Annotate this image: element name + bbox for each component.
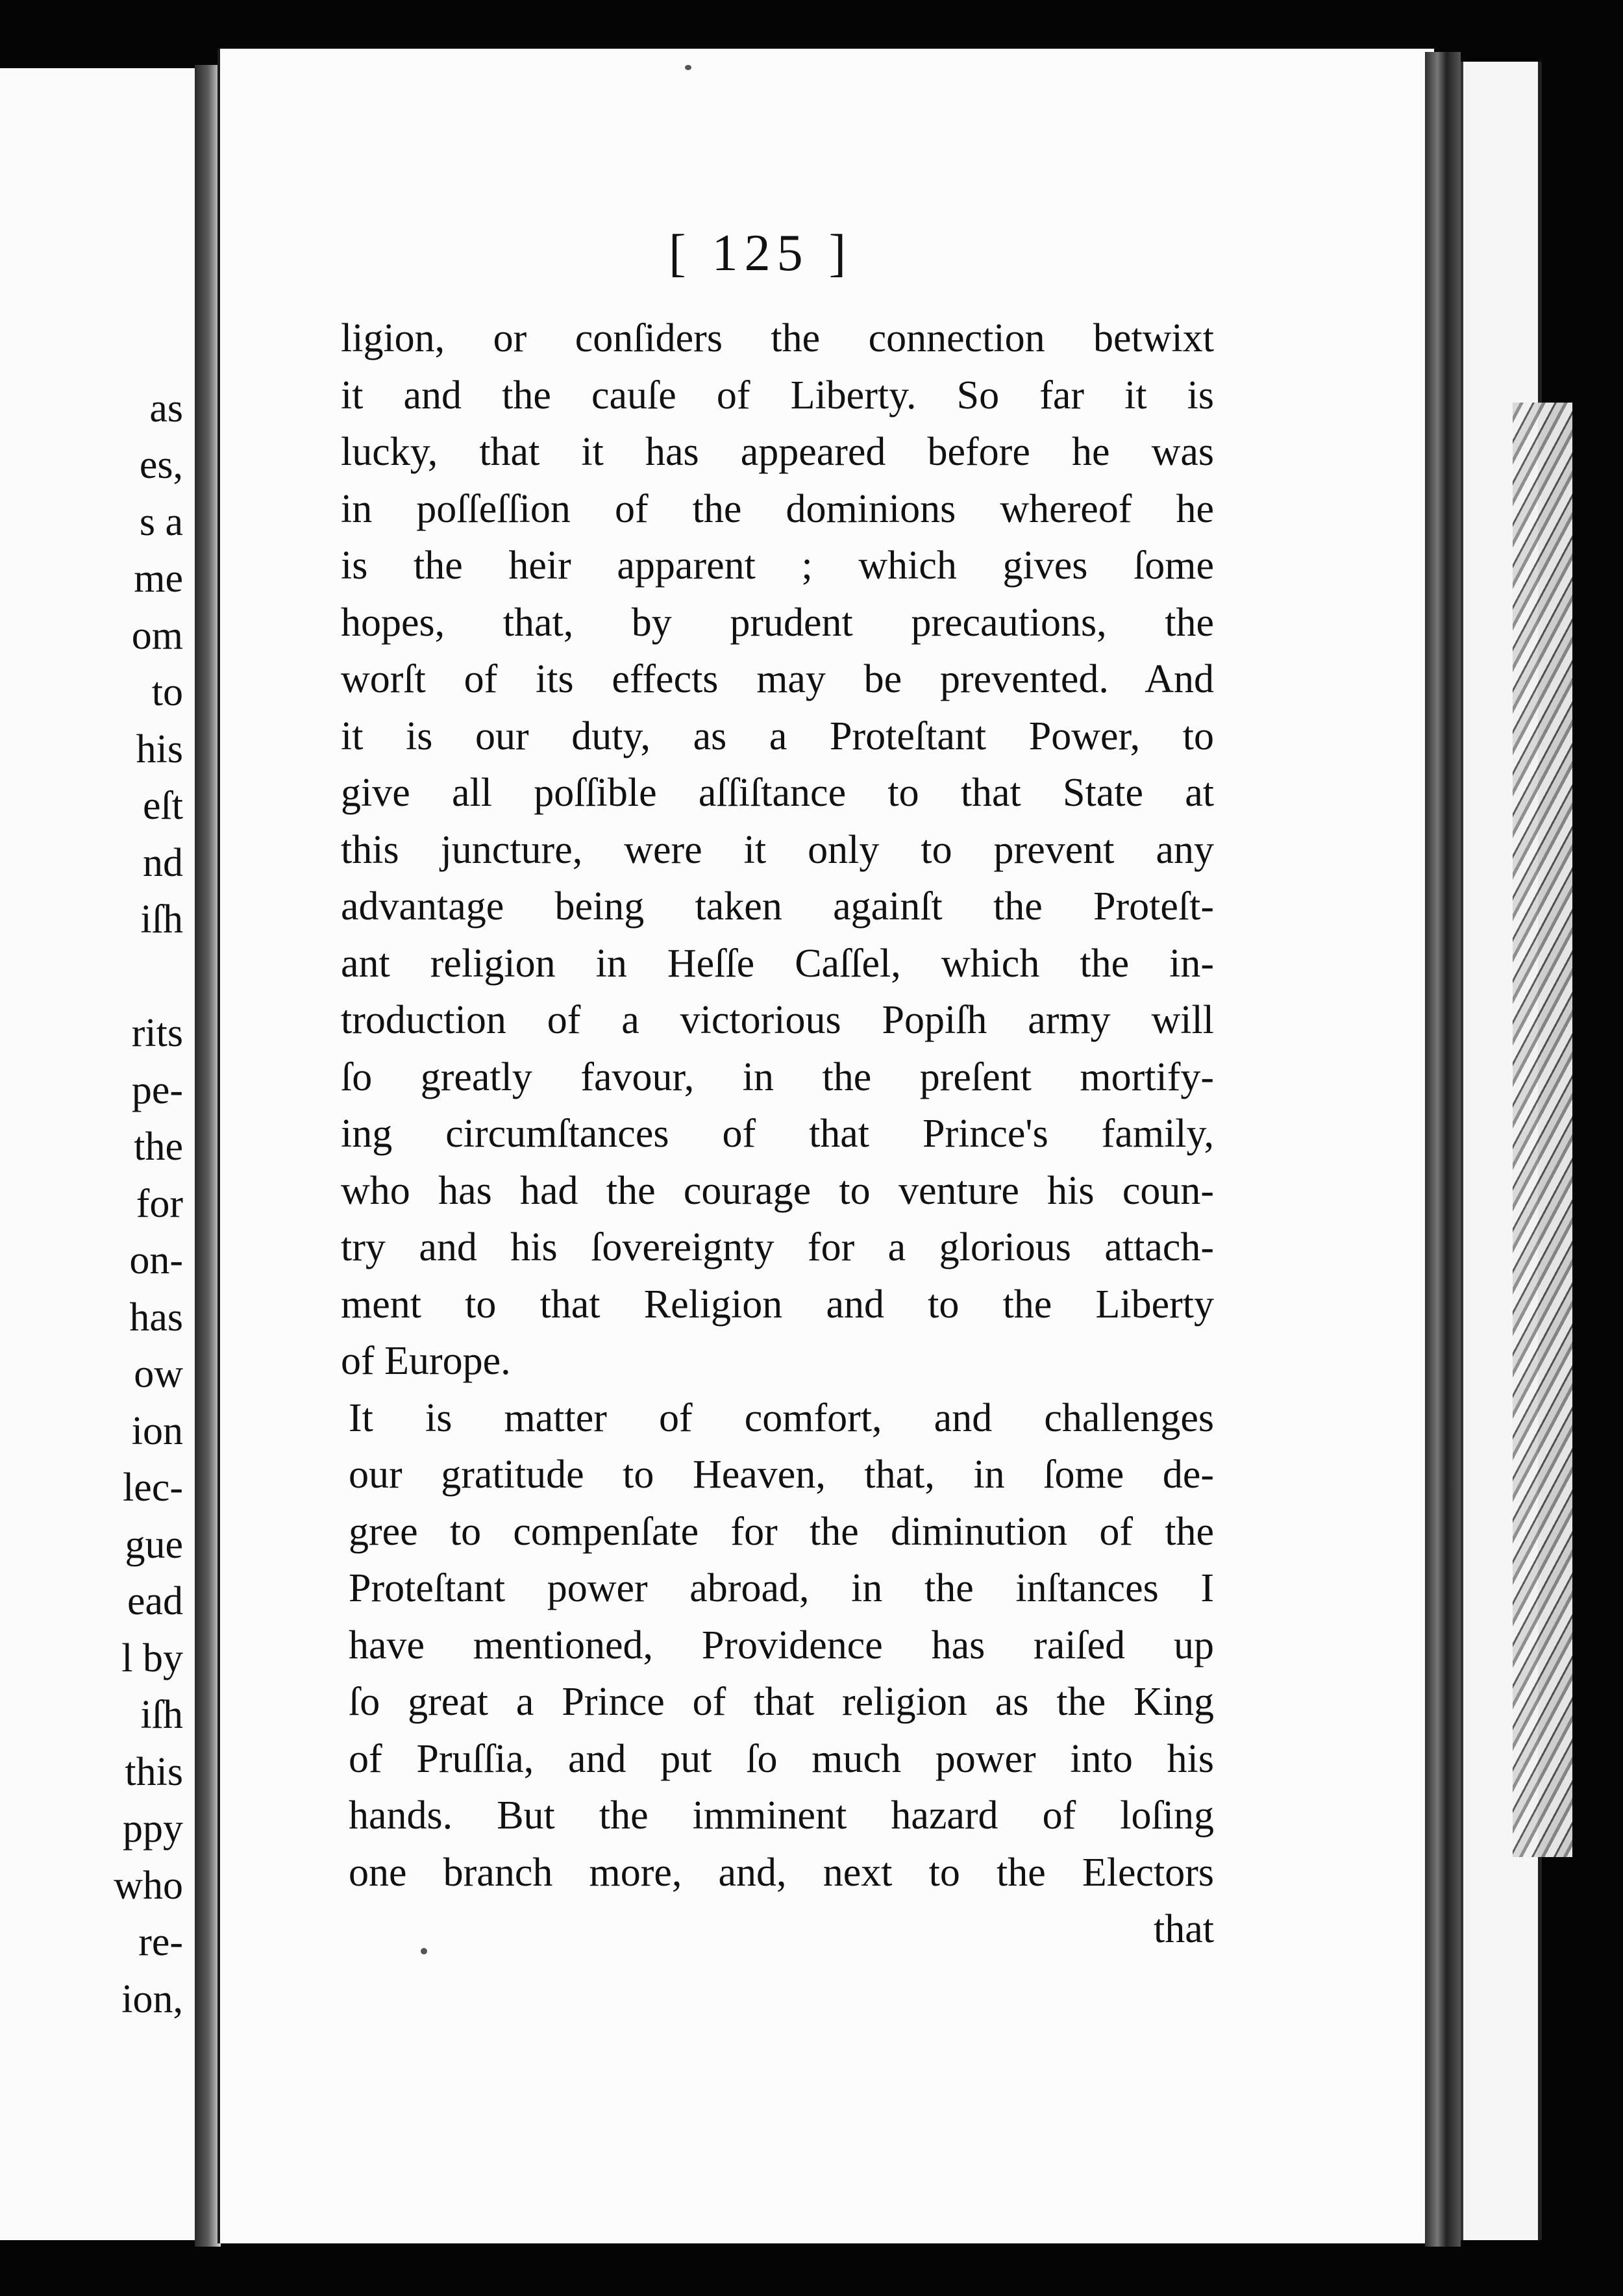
previous-page-fragment: iſh xyxy=(140,897,183,942)
previous-page-fragment: his xyxy=(136,727,183,771)
text-line: give all poſſible aſſiſtance to that State at xyxy=(341,771,1214,815)
previous-page-fragment: for xyxy=(136,1182,183,1226)
previous-page-fragment: nd xyxy=(143,841,183,885)
previous-page-fragment: has xyxy=(129,1295,183,1340)
text-line: it is our duty, as a Proteſtant Power, to xyxy=(341,714,1214,758)
text-line: advantage being taken againſt the Proteſt- xyxy=(341,884,1214,929)
text-line: of Europe. xyxy=(341,1339,511,1383)
previous-page-fragment: this xyxy=(125,1750,183,1794)
previous-page-fragment: gue xyxy=(125,1523,183,1567)
text-line: troduction of a victorious Popiſh army will xyxy=(341,998,1214,1042)
text-line: ſo greatly favour, in the preſent mortify- xyxy=(341,1054,1214,1099)
previous-page-fragment: as xyxy=(149,386,183,430)
text-line: hands. But the imminent hazard of loſing xyxy=(349,1793,1214,1838)
previous-page-fragment: to xyxy=(151,670,183,714)
previous-page-fragment: pe- xyxy=(131,1068,183,1112)
previous-page-fragment: ion, xyxy=(121,1977,183,2021)
previous-page-fragment: om xyxy=(131,614,183,658)
text-line: is the heir apparent ; which gives ſome xyxy=(341,543,1214,588)
text-line: ſo great a Prince of that religion as the King xyxy=(349,1680,1214,1724)
page-number: [ 125 ] xyxy=(669,225,853,282)
page-edges-dark xyxy=(1425,52,1461,2247)
paragraph-start-line: It is matter of comfort, and challenges xyxy=(349,1395,1214,1440)
previous-page-fragment: s a xyxy=(139,500,183,544)
text-line: ant religion in Heſſe Caſſel, which the in- xyxy=(341,941,1214,986)
text-line: ment to that Religion and to the Liberty xyxy=(341,1282,1214,1327)
previous-page-fragment: the xyxy=(134,1125,183,1169)
text-line: ing circumſtances of that Prince's family, xyxy=(341,1112,1214,1156)
previous-page-fragment: rits xyxy=(131,1011,183,1055)
text-line: one branch more, and, next to the Electors xyxy=(349,1850,1214,1895)
paper-speck xyxy=(421,1948,427,1954)
previous-page-fragment: eſt xyxy=(143,784,183,828)
text-line: lucky, that it has appeared before he was xyxy=(341,430,1214,474)
catchword: that xyxy=(1154,1907,1214,1951)
text-line: try and his ſovereignty for a glorious attach- xyxy=(341,1225,1214,1269)
marbled-endpaper xyxy=(1513,403,1572,1857)
previous-page-fragment: on- xyxy=(129,1238,183,1282)
previous-page-fragment: who xyxy=(114,1864,183,1908)
previous-page-fragment: ppy xyxy=(123,1806,183,1851)
previous-page-fragment: lec- xyxy=(123,1466,183,1510)
text-line: hopes, that, by prudent precautions, the xyxy=(341,600,1214,645)
page-gutter xyxy=(195,65,221,2247)
text-line: who has had the courage to venture his coun- xyxy=(341,1168,1214,1213)
previous-page-fragment: re- xyxy=(138,1920,183,1964)
previous-page-fragment: ead xyxy=(127,1579,183,1623)
text-line: have mentioned, Providence has raiſed up xyxy=(349,1623,1214,1667)
text-line: worſt of its effects may be prevented. And xyxy=(341,657,1214,701)
text-line: in poſſeſſion of the dominions whereof he xyxy=(341,486,1214,531)
text-line: our gratitude to Heaven, that, in ſome de- xyxy=(349,1453,1214,1497)
body-text xyxy=(341,310,1214,1958)
text-line: of Pruſſia, and put ſo much power into his xyxy=(349,1736,1214,1781)
previous-page-fragment: ow xyxy=(134,1352,183,1396)
paper-speck xyxy=(685,65,691,70)
text-line: Proteſtant power abroad, in the inſtances I xyxy=(349,1566,1214,1610)
previous-page-fragment: ion xyxy=(131,1409,183,1453)
previous-page-fragment: es, xyxy=(139,443,183,487)
previous-page-fragment: iſh xyxy=(140,1693,183,1737)
text-line: ligion, or conſiders the connection betwixt xyxy=(341,316,1214,360)
text-line: it and the cauſe of Liberty. So far it is xyxy=(341,373,1214,418)
text-line: gree to compenſate for the diminution of the xyxy=(349,1509,1214,1554)
text-line: this juncture, were it only to prevent any xyxy=(341,827,1214,872)
previous-page-fragment: me xyxy=(134,556,183,601)
previous-page-fragment: l by xyxy=(121,1636,183,1680)
previous-page xyxy=(0,68,204,2240)
